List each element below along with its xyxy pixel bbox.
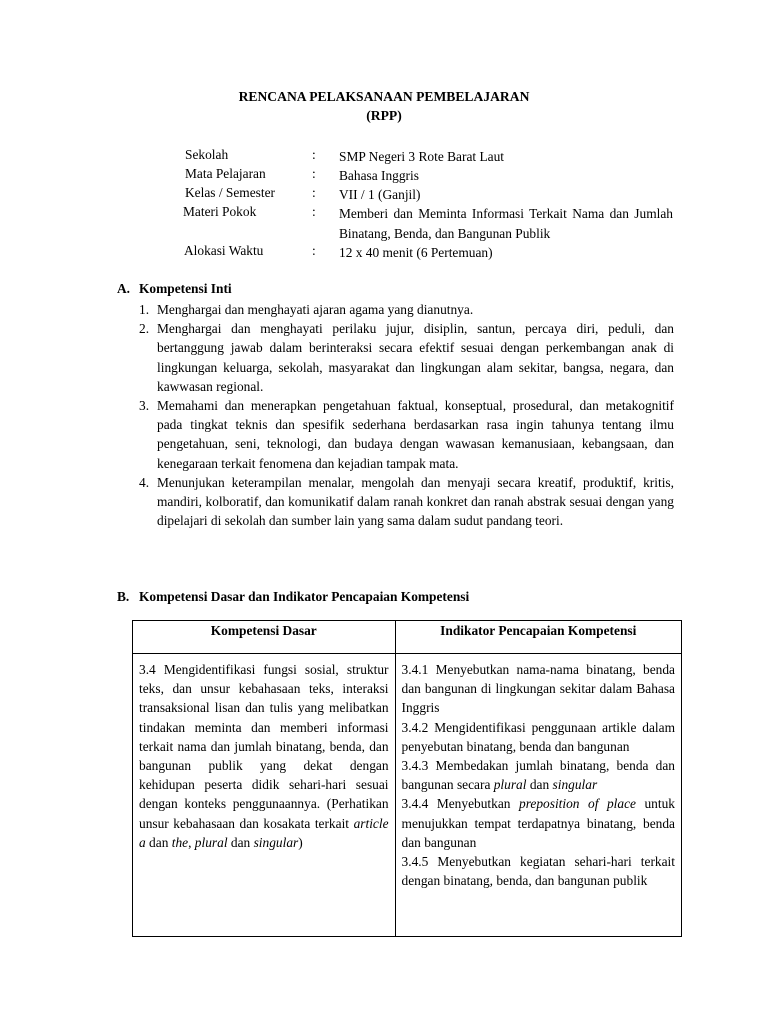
identity-colon: : [312,166,316,181]
identity-label: Alokasi Waktu [184,243,264,258]
identity-row-kelas-semester [185,185,685,204]
ipk-item [402,794,675,852]
kd-text: 3.4 Mengidentifikasi fungsi sosial, struktur teks, dan unsur kebahasaan teks, interaksi transaksional lisan dan tulis yang melibatkan tindakan meminta dan memberi informasi terkait nama dan jumlah binatang, benda, dan bangunan publik yang dekat dengan kehidupan peserta didik sehari-hari sesuai dengan konteks penggunaannya. (Perhatikan unsur kebahasaan dan kosakata terkait [139,662,389,831]
kd-cell [133,654,396,937]
identity-value: SMP Negeri 3 Rote Barat Laut [339,149,504,164]
list-text: Menunjukan keterampilan menalar, mengolah dan menyaji secara kreatif, produktif, kritis, mandiri, kolboratif, dan komunikatif dalam ranah konkret dan ranah abstrak sesuai dengan yang dipelajari di sekolah dan sumber lain yang sama dalam sudut pandang teori. [157,474,674,529]
list-text: Menghargai dan menghayati ajaran agama yang dianutnya. [157,302,474,317]
ipk-item: 3.4.2 Mengidentifikasi penggunaan artikle dalam penyebutan binatang, benda dan bangunan [401,719,675,754]
list-item [139,319,674,396]
document-title: RENCANA PELAKSANAAN PEMBELAJARAN [238,89,530,104]
ipk-emphasis: preposition of place [519,796,636,812]
identity-label: Materi Pokok [183,204,257,219]
identity-colon: : [312,147,316,162]
table-header-row [133,621,682,654]
list-number: 4. [139,474,150,490]
identity-label: Mata Pelajaran [185,166,266,181]
section-title: Kompetensi Inti [139,281,232,296]
ipk-cell [395,654,681,937]
identity-value: Memberi dan Meminta Informasi Terkait Nama dan Jumlah Binatang, Benda, dan Bangunan Publik [339,206,673,241]
ipk-item: 3.4.1 Menyebutkan nama-nama binatang, benda dan bangunan di lingkungan sekitar dalam Bahasa Inggris [401,662,675,716]
kd-ipk-table [132,620,682,937]
ipk-text: 3.4.4 Menyebutkan [401,796,519,812]
list-number: 3. [139,398,150,414]
ipk-item: 3.4.5 Menyebutkan kegiatan sehari-hari terkait dengan binatang, benda, dan bangunan publik [401,854,675,889]
identity-colon: : [312,204,316,219]
section-title: Kompetensi Dasar dan Indikator Pencapaian Kompetensi [139,589,470,604]
ipk-emphasis: singular [552,777,598,793]
identity-colon: : [312,185,316,200]
identity-row-sekolah [185,147,685,166]
table-header-kd: Kompetensi Dasar [133,621,396,654]
ipk-item [402,756,675,794]
ipk-emphasis: plural [493,777,527,793]
kd-text: dan [227,834,254,850]
document-subtitle: (RPP) [366,108,402,123]
kd-text: ) [298,834,303,850]
table-header-ipk: Indikator Pencapaian Kompetensi [395,621,681,654]
kd-emphasis: article a [139,815,389,850]
list-number: 1. [139,302,150,317]
ipk-text: untuk menujukkan tempat terdapatnya binatang, benda dan bangunan [401,796,675,850]
list-text: Menghargai dan menghayati perilaku jujur, disiplin, santun, percaya diri, peduli, dan bertanggung jawab dalam berinteraksi secara efektif sesuai dengan perkembangan anak di lingkungan keluarga, sekolah, masyarakat dan lingkungan alam sekitar, bangsa, negara, dan kawwasan regional. [157,321,674,394]
kd-emphasis: singular [253,834,299,850]
ipk-text: 3.4.3 Membedakan jumlah binatang, benda dan bangunan secara [401,758,675,793]
kd-text: , [188,834,195,850]
list-item [139,300,674,319]
identity-row-materi-pokok [183,204,685,241]
identity-value: 12 x 40 menit (6 Pertemuan) [339,245,493,260]
identity-value: VII / 1 (Ganjil) [339,187,421,202]
section-letter: B. [117,589,130,604]
identity-row-alokasi-waktu [185,243,685,262]
kd-emphasis: plural [194,834,228,850]
section-b-heading [117,589,469,605]
kd-emphasis: the [171,834,189,850]
list-number: 2. [139,321,150,337]
list-item [139,473,674,531]
list-text: Memahami dan menerapkan pengetahuan faktual, konseptual, prosedural, dan metakognitif pada tingkat teknis dan spesifik sederhana berdasarkan rasa ingin tahunya tentang ilmu pengetahuan, seni, teknologi, dan budaya dengan wawasan kemanusiaan, kebangsaan, dan kenegaraan terkait fenomena dan kejadian tampak mata. [157,398,674,471]
identity-label: Kelas / Semester [185,185,275,200]
table-row [133,654,682,937]
identity-value: Bahasa Inggris [339,168,419,183]
section-letter: A. [117,281,131,296]
identity-colon: : [312,243,316,258]
kd-text: dan [145,834,172,850]
section-a-heading [117,281,232,297]
identity-label: Sekolah [185,147,229,162]
kompetensi-inti-list [139,300,674,530]
list-item [139,396,674,473]
identity-row-mata-pelajaran [185,166,685,185]
ipk-text: dan [526,777,553,793]
